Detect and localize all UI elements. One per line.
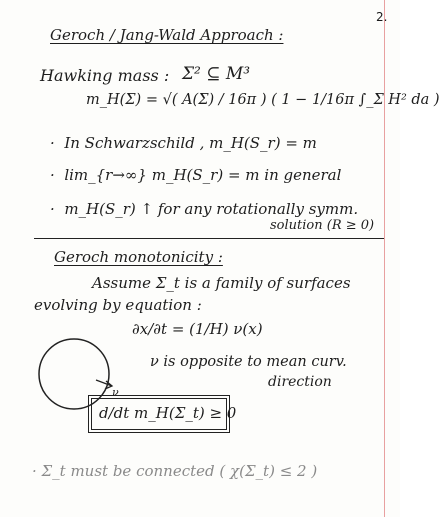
nu-note-direction: direction — [268, 374, 332, 390]
bullet-monotone: · m_H(S_r) ↑ for any rotationally symm. — [50, 200, 359, 218]
hawking-mass-label: Hawking mass : — [40, 66, 170, 85]
surface-definition: Σ² ⊆ M³ — [182, 64, 251, 84]
assume-line: Assume Σ_t is a family of surfaces — [92, 274, 351, 292]
monotonicity-heading: Geroch monotonicity : — [54, 248, 223, 266]
page-title: Geroch / Jang-Wald Approach : — [50, 26, 284, 44]
bullet-limit: · lim_{r→∞} m_H(S_r) = m in general — [50, 166, 342, 184]
evolving-line: evolving by equation : — [34, 296, 202, 314]
bullet-schwarzschild: · In Schwarzschild , m_H(S_r) = m — [50, 134, 317, 152]
hawking-mass-formula: m_H(Σ) = √( A(Σ) / 16π ) ( 1 − 1/16π ∫_Σ H² da ) — [86, 92, 440, 108]
normal-arrow — [96, 380, 112, 386]
connected-note: · Σ_t must be connected ( χ(Σ_t) ≤ 2 ) — [32, 462, 318, 480]
monotonicity-result: d/dt m_H(Σ_t) ≥ 0 — [99, 404, 237, 422]
nu-note: ν is opposite to mean curv. — [150, 354, 347, 370]
page-number: 2. — [376, 10, 388, 24]
monotonicity-box — [88, 395, 237, 433]
flow-equation: ∂x/∂t = (1/H) ν(x) — [132, 320, 263, 338]
solution-note: solution (R ≥ 0) — [270, 218, 375, 233]
nu-arrow-label: ν — [112, 386, 119, 399]
